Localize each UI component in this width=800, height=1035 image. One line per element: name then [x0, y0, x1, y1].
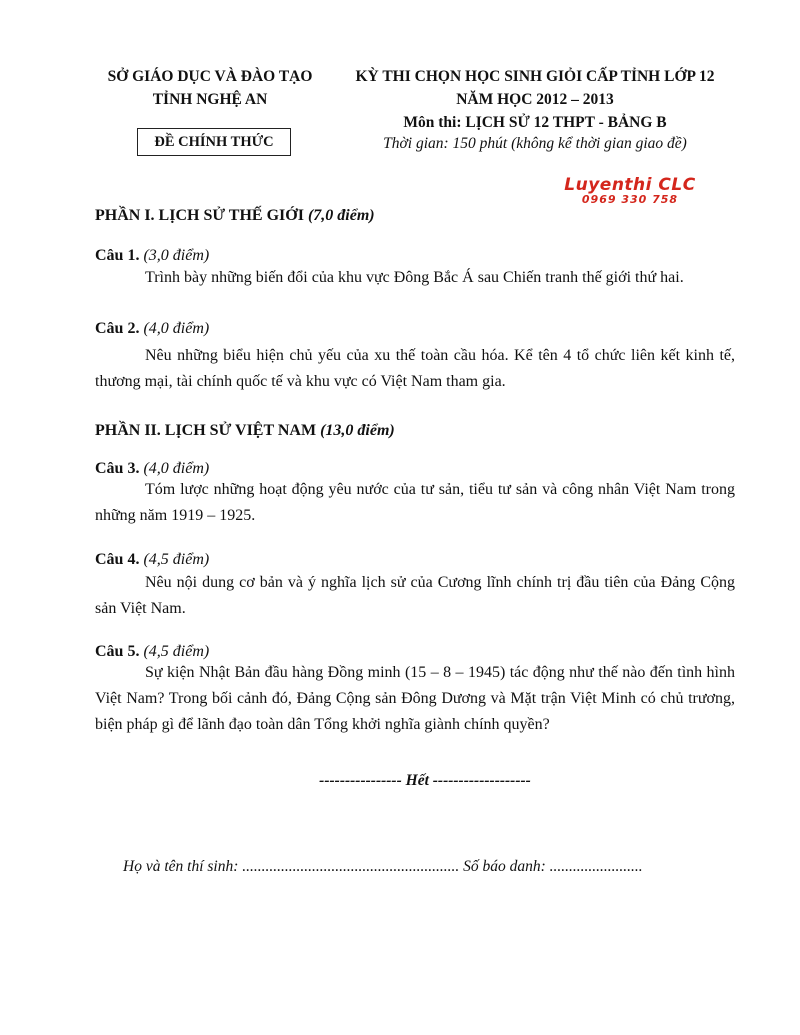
part1-points: (7,0 điểm)	[307, 207, 375, 224]
question-4-header	[95, 551, 209, 569]
candidate-number-field: Số báo danh: ........................	[463, 858, 643, 875]
question-2-text: Nêu những biểu hiện chủ yếu của xu thế toàn cầu hóa. Kể tên 4 tổ chức liên kết kinh tế, thương mại, tài chính quốc tế và khu vực có Việt Nam tham gia.	[95, 347, 735, 390]
part1-heading	[95, 207, 375, 225]
question-5-label: Câu 5.	[95, 643, 140, 660]
question-3-header	[95, 460, 209, 478]
school-year: NĂM HỌC 2012 – 2013	[456, 91, 614, 108]
watermark-phone: 0969 330 758	[581, 193, 679, 206]
question-2-header	[95, 320, 209, 338]
question-5-header	[95, 643, 209, 661]
duration-line: Thời gian: 150 phút (không kể thời gian giao đề)	[383, 135, 687, 152]
question-2-points: (4,0 điểm)	[143, 320, 210, 337]
question-3-text: Tóm lược những hoạt động yêu nước của tư sản, tiểu tư sản và công nhân Việt Nam trong những năm 1919 – 1925.	[95, 481, 735, 524]
department-name: SỞ GIÁO DỤC VÀ ĐÀO TẠO	[107, 68, 313, 85]
question-1-points: (3,0 điểm)	[143, 247, 210, 264]
watermark-brand: Luyenthi CLC	[564, 175, 696, 195]
question-1-header	[95, 247, 209, 265]
candidate-name-field: Họ và tên thí sinh: ........................................................	[123, 858, 460, 875]
question-2-label: Câu 2.	[95, 320, 140, 337]
question-3-label: Câu 3.	[95, 460, 140, 477]
question-3-points: (4,0 điểm)	[143, 460, 210, 477]
question-1-text: Trình bày những biến đổi của khu vực Đông Bắc Á sau Chiến tranh thế giới thứ hai.	[145, 269, 684, 286]
province-name: TỈNH NGHỆ AN	[152, 91, 268, 108]
part2-heading	[95, 422, 395, 440]
part2-title: PHẦN II. LỊCH SỬ VIỆT NAM	[95, 422, 317, 439]
end-marker: ---------------- Hết -------------------	[319, 772, 531, 789]
exam-title: KỲ THI CHỌN HỌC SINH GIỎI CẤP TỈNH LỚP 12	[355, 68, 715, 85]
question-1-label: Câu 1.	[95, 247, 140, 264]
question-5-points: (4,5 điểm)	[143, 643, 210, 660]
candidate-info-line	[123, 858, 643, 876]
part1-title: PHẦN I. LỊCH SỬ THẾ GIỚI	[95, 207, 304, 224]
question-4-label: Câu 4.	[95, 551, 140, 568]
question-4-text: Nêu nội dung cơ bản và ý nghĩa lịch sử của Cương lĩnh chính trị đầu tiên của Đảng Cộng sản Việt Nam.	[95, 574, 735, 617]
question-4-points: (4,5 điểm)	[143, 551, 210, 568]
watermark-logo	[545, 175, 715, 206]
question-5-text: Sự kiện Nhật Bản đầu hàng Đồng minh (15 – 8 – 1945) tác động như thế nào đến tình hình Việt Nam? Trong bối cảnh đó, Đảng Cộng sản Đông Dương và Mặt trận Việt Minh có chủ trương, biện pháp gì để lãnh đạo toàn dân Tổng khởi nghĩa giành chính quyền?	[95, 664, 735, 733]
official-label-box: ĐỀ CHÍNH THỨC	[137, 128, 291, 156]
subject-line: Môn thi: LỊCH SỬ 12 THPT - BẢNG B	[403, 114, 667, 131]
part2-points: (13,0 điểm)	[320, 422, 395, 439]
